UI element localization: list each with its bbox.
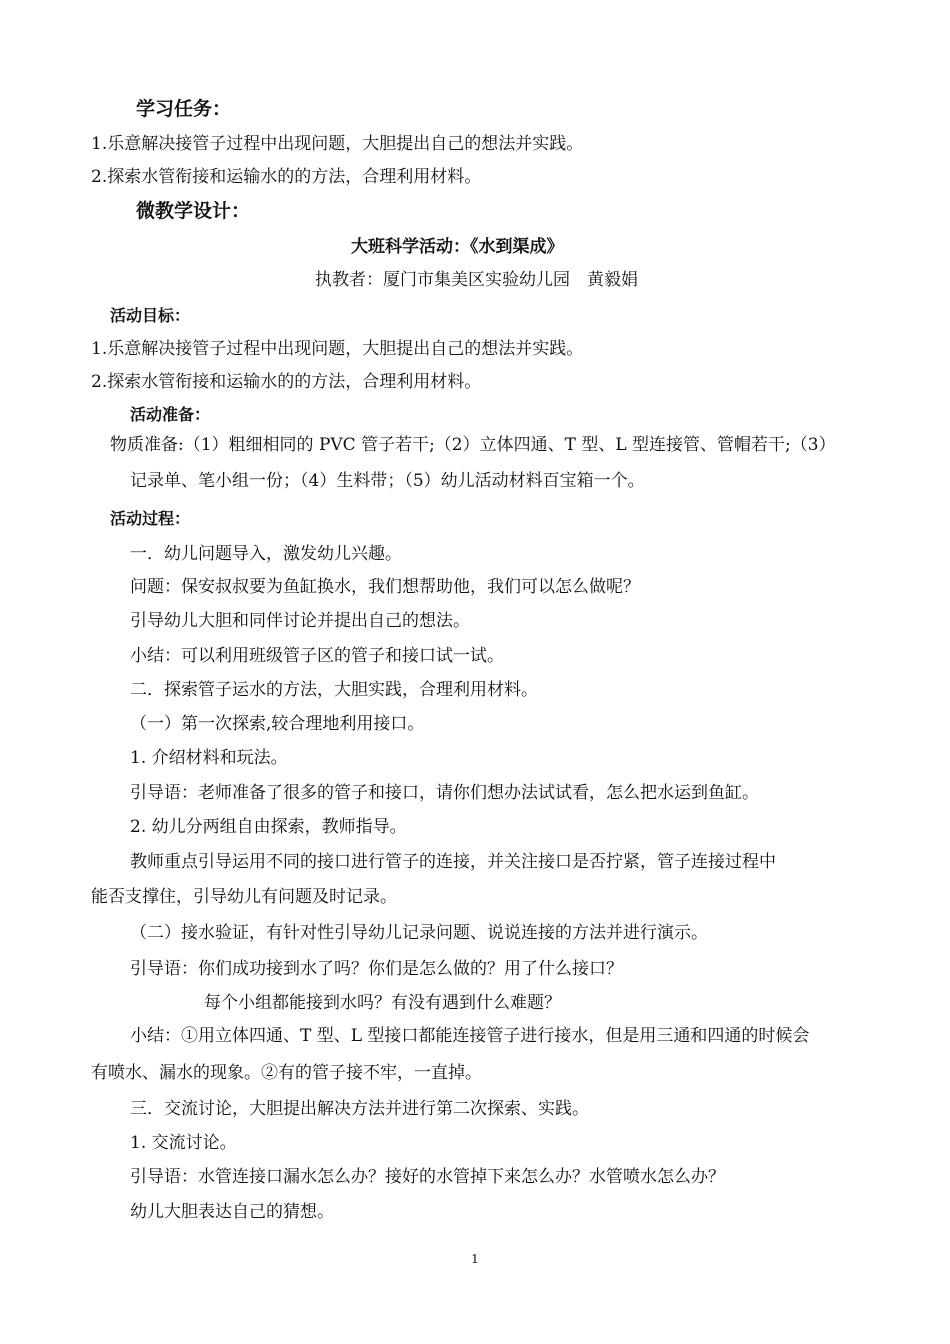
prep-line-2: 记录单、笔小组一份；（4）生料带；（5）幼儿活动材料百宝箱一个。 (130, 471, 645, 491)
process-line: 能否支撑住，引导幼儿有问题及时记录。 (91, 887, 397, 907)
process-line: 幼儿大胆表达自己的猜想。 (130, 1202, 334, 1222)
process-line: 三．交流讨论，大胆提出解决方法并进行第二次探索、实践。 (130, 1099, 589, 1119)
learning-task-item-1: 1.乐意解决接管子过程中出现问题，大胆提出自己的想法并实践。 (91, 134, 584, 154)
goal-item-1: 1.乐意解决接管子过程中出现问题，大胆提出自己的想法并实践。 (91, 339, 584, 359)
process-line: 问题：保安叔叔要为鱼缸换水，我们想帮助他，我们可以怎么做呢？ (130, 577, 640, 597)
process-line: 有喷水、漏水的现象。②有的管子接不牢，一直掉。 (91, 1063, 482, 1083)
prep-heading: 活动准备： (130, 405, 211, 424)
process-line: 引导语：你们成功接到水了吗？你们是怎么做的？用了什么接口？ (130, 959, 623, 979)
process-line: 每个小组都能接到水吗？有没有遇到什么难题？ (204, 993, 561, 1013)
page-number: 1 (471, 1252, 479, 1266)
process-line: 小结：可以利用班级管子区的管子和接口试一试。 (130, 646, 504, 666)
process-line: （二）接水验证，有针对性引导幼儿记录问题、说说连接的方法并进行演示。 (130, 923, 708, 943)
process-line: 引导幼儿大胆和同伴讨论并提出自己的想法。 (130, 611, 470, 631)
process-line: 一．幼儿问题导入，激发幼儿兴趣。 (130, 544, 402, 564)
process-line: 1. 交流讨论。 (130, 1133, 237, 1153)
process-line: 小结：①用立体四通、T 型、L 型接口都能连接管子进行接水，但是用三通和四通的时候会 (130, 1026, 810, 1046)
process-line: 教师重点引导运用不同的接口进行管子的连接，并关注接口是否拧紧，管子连接过程中 (130, 852, 776, 872)
process-line: （一）第一次探索,较合理地利用接口。 (130, 714, 425, 734)
process-line: 引导语：老师准备了很多的管子和接口，请你们想办法试试看，怎么把水运到鱼缸。 (130, 783, 759, 803)
micro-design-heading: 微教学设计： (136, 200, 251, 222)
process-line: 引导语：水管连接口漏水怎么办？接好的水管掉下来怎么办？水管喷水怎么办？ (130, 1167, 725, 1187)
process-line: 二．探索管子运水的方法，大胆实践，合理利用材料。 (130, 680, 538, 700)
process-heading: 活动过程： (110, 509, 191, 528)
process-line: 2. 幼儿分两组自由探索，教师指导。 (130, 817, 407, 837)
lesson-author: 执教者：厦门市集美区实验幼儿园 黄毅娟 (315, 270, 638, 290)
lesson-title: 大班科学活动：《水到渠成》 (351, 237, 564, 257)
learning-task-heading: 学习任务： (136, 98, 232, 120)
goal-item-2: 2.探索水管衔接和运输水的的方法，合理利用材料。 (91, 372, 482, 392)
prep-line-1: 物质准备:（1）粗细相同的 PVC 管子若干;（2）立体四通、T 型、L 型连接管、管帽若干;（3） (110, 435, 836, 455)
learning-task-item-2: 2.探索水管衔接和运输水的的方法，合理利用材料。 (91, 167, 482, 187)
goals-heading: 活动目标： (110, 306, 191, 325)
process-line: 1. 介绍材料和玩法。 (130, 748, 288, 768)
